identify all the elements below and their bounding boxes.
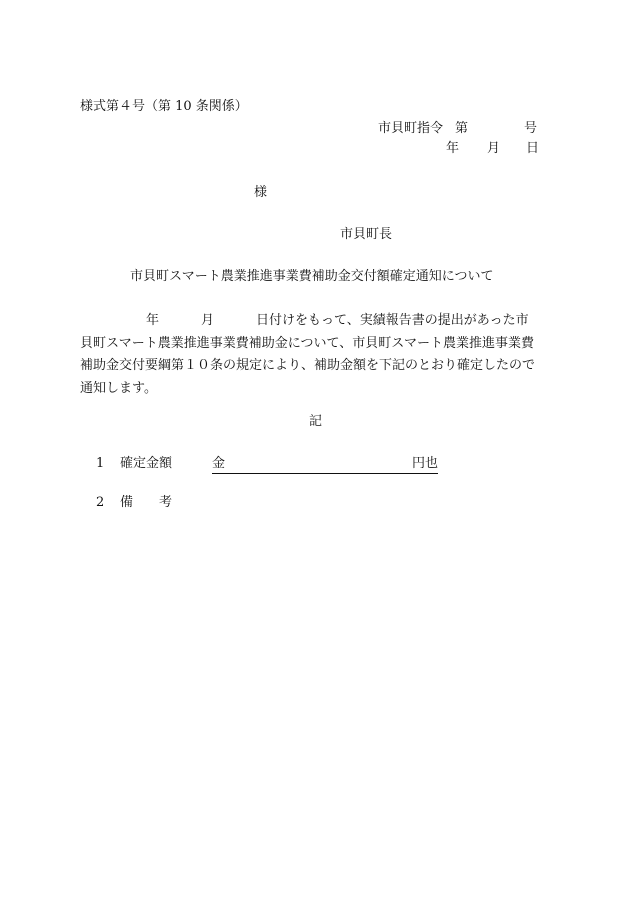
body-month: 月 xyxy=(201,313,215,328)
amount-field xyxy=(212,456,438,474)
item-label: 確定金額 xyxy=(120,456,173,471)
body-paragraph xyxy=(80,310,538,400)
doc-number-prefix: 市貝町指令 xyxy=(378,121,444,136)
sender: 市貝町長 xyxy=(340,227,393,242)
document-title: 市貝町スマート農業推進事業費補助金交付額確定通知について xyxy=(130,269,494,284)
item-confirmed-amount xyxy=(96,456,438,474)
addressee: 様 xyxy=(254,185,268,200)
item-label-b: 考 xyxy=(159,495,173,510)
issue-date xyxy=(446,141,539,157)
body-text: 日付けをもって、実績報告書の提出があった市貝町スマート農業推進事業費補助金について、市貝町スマート農業推進事業費補助金交付要綱第１０条の規定により、補助金額を下記のとおり確定したので通知します。 xyxy=(80,313,536,396)
document-number xyxy=(378,121,537,137)
amount-prefix: 金 xyxy=(212,456,226,471)
date-day: 日 xyxy=(526,141,540,156)
form-label: 様式第４号（第 10 条関係） xyxy=(80,99,248,114)
date-month: 月 xyxy=(487,141,501,156)
item-number: 1 xyxy=(96,456,105,471)
item-number: 2 xyxy=(96,495,105,510)
doc-number-dai: 第 xyxy=(455,121,469,136)
item-remarks xyxy=(96,495,172,511)
body-year: 年 xyxy=(146,313,160,328)
item-label-a: 備 xyxy=(120,495,134,510)
amount-suffix: 円也 xyxy=(411,456,438,471)
doc-number-go: 号 xyxy=(524,121,538,136)
ki-heading: 記 xyxy=(309,414,323,429)
date-year: 年 xyxy=(446,141,460,156)
